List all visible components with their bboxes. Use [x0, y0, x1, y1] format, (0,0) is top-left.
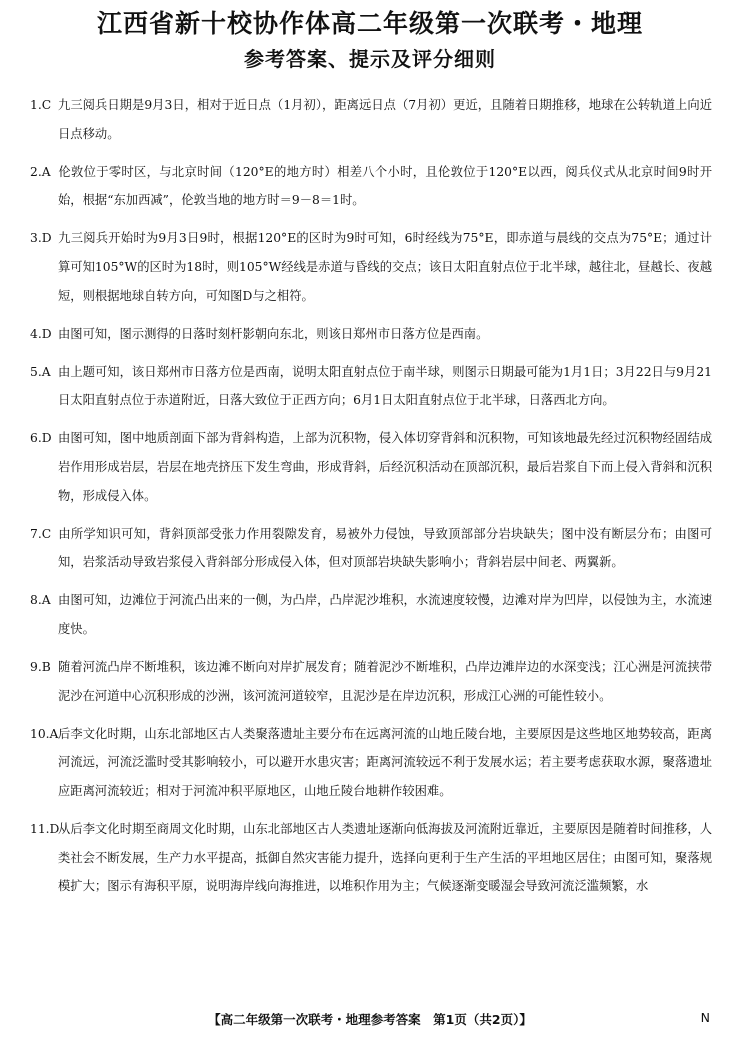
answer-explanation: 由上题可知，该日郑州市日落方位是西南，说明太阳直射点位于南半球，则图示日期最可能为1月1日；3月22日与9月21日太阳直射点位于赤道附近，日落大致位于正西方向；6月1日太阳直射点位于北半球，日落西北方向。: [58, 364, 712, 408]
answer-item-9: [30, 653, 712, 710]
answer-explanation: 由图可知，图示测得的日落时刻杆影朝向东北，则该日郑州市日落方位是西南。: [58, 326, 489, 341]
answer-explanation: 九三阅兵日期是9月3日，相对于近日点（1月初），距离远日点（7月初）更近，且随着日期推移，地球在公转轨道上向近日点移动。: [58, 98, 712, 141]
answer-list: [30, 91, 712, 910]
answer-item-1: [30, 91, 712, 148]
answer-explanation: 九三阅兵开始时为9月3日9时，根据120°E的区时为9时可知，6时经线为75°E，即赤道与晨线的交点为75°E；通过计算可知105°W的区时为18时，则105°W经线是赤道与昏线的交点；该日太阳直射点位于北半球，越往北，昼越长、夜越短，则根据地球自转方向，可知图D与之相符。: [58, 231, 712, 303]
answer-explanation: 随着河流凸岸不断堆积，该边滩不断向对岸扩展发育；随着泥沙不断堆积，凸岸边滩岸边的水深变浅；江心洲是河流挟带泥沙在河道中心沉积形成的沙洲，该河流河道较窄，且泥沙是在岸边沉积，形成江心洲的可能性较小。: [58, 660, 712, 703]
answer-number: 3.D: [30, 231, 52, 246]
answer-number: 6.D: [30, 431, 52, 446]
answer-item-3: [30, 224, 712, 310]
answer-explanation: 伦敦位于零时区，与北京时间（120°E的地方时）相差八个小时，且伦敦位于120°E以西，阅兵仪式从北京时间9时开始，根据“东加西减”，伦敦当地的地方时＝9－8＝1时。: [58, 164, 712, 208]
answer-explanation: 后李文化时期，山东北部地区古人类聚落遗址主要分布在远离河流的山地丘陵台地，主要原因是这些地区地势较高，距离河流远，河流泛滥时受其影响较小，可以避开水患灾害；距离河流较远不利于发展水运；若主要考虑获取水源，聚落遗址应距离河流较近；相对于河流冲积平原地区，山地丘陵台地耕作较困难。: [58, 726, 712, 798]
answer-number: 9.B: [30, 660, 51, 675]
document-title: 江西省新十校协作体高二年级第一次联考・地理: [96, 9, 643, 38]
answer-number: 8.A: [30, 593, 51, 608]
answer-item-7: [30, 520, 712, 577]
answer-number: 10.A: [30, 726, 59, 741]
answer-number: 2.A: [30, 164, 51, 179]
answer-explanation: 从后李文化时期至商周文化时期，山东北部地区古人类遗址逐渐向低海拔及河流附近靠近，主要原因是随着时间推移，人类社会不断发展，生产力水平提高，抵御自然灾害能力提升，选择向更利于生产生活的平坦地区居住；由图可知，聚落规模扩大；图示有海积平原，说明海岸线向海推进，以堆积作用为主；气候逐渐变暖湿会导致河流泛滥频繁，水: [58, 822, 712, 894]
document-subtitle: 参考答案、提示及评分细则: [244, 47, 496, 71]
answer-number: 4.D: [30, 326, 52, 341]
answer-number: 7.C: [30, 526, 52, 541]
answer-item-11: [30, 815, 712, 901]
answer-item-5: [30, 358, 712, 415]
answer-item-6: [30, 424, 712, 510]
answer-number: 1.C: [30, 98, 52, 112]
answer-item-4: [30, 320, 712, 349]
footer-mark: N: [700, 1010, 710, 1025]
answer-number: 11.D: [30, 822, 60, 837]
answer-explanation: 由图可知，边滩位于河流凸出来的一侧，为凸岸，凸岸泥沙堆积，水流速度较慢，边滩对岸为凹岸，以侵蚀为主，水流速度快。: [58, 593, 712, 636]
answer-explanation: 由所学知识可知，背斜顶部受张力作用裂隙发育，易被外力侵蚀，导致顶部部分岩块缺失；图中没有断层分布；由图可知，岩浆活动导致岩浆侵入背斜部分形成侵入体，但对顶部岩块缺失影响小；背斜岩层中间老、两翼新。: [58, 526, 712, 570]
answer-explanation: 由图可知，图中地质剖面下部为背斜构造，上部为沉积物，侵入体切穿背斜和沉积物，可知该地最先经过沉积物经固结成岩作用形成岩层，岩层在地壳挤压下发生弯曲，形成背斜，后经沉积活动在顶部沉积，最后岩浆自下而上侵入背斜和沉积物，形成侵入体。: [58, 431, 712, 503]
answer-item-10: [30, 720, 712, 806]
answer-number: 5.A: [30, 364, 51, 379]
answer-item-8: [30, 586, 712, 643]
page-footer: 【高二年级第一次联考・地理参考答案 第1页（共2页）】: [208, 1012, 532, 1027]
answer-item-2: [30, 158, 712, 215]
